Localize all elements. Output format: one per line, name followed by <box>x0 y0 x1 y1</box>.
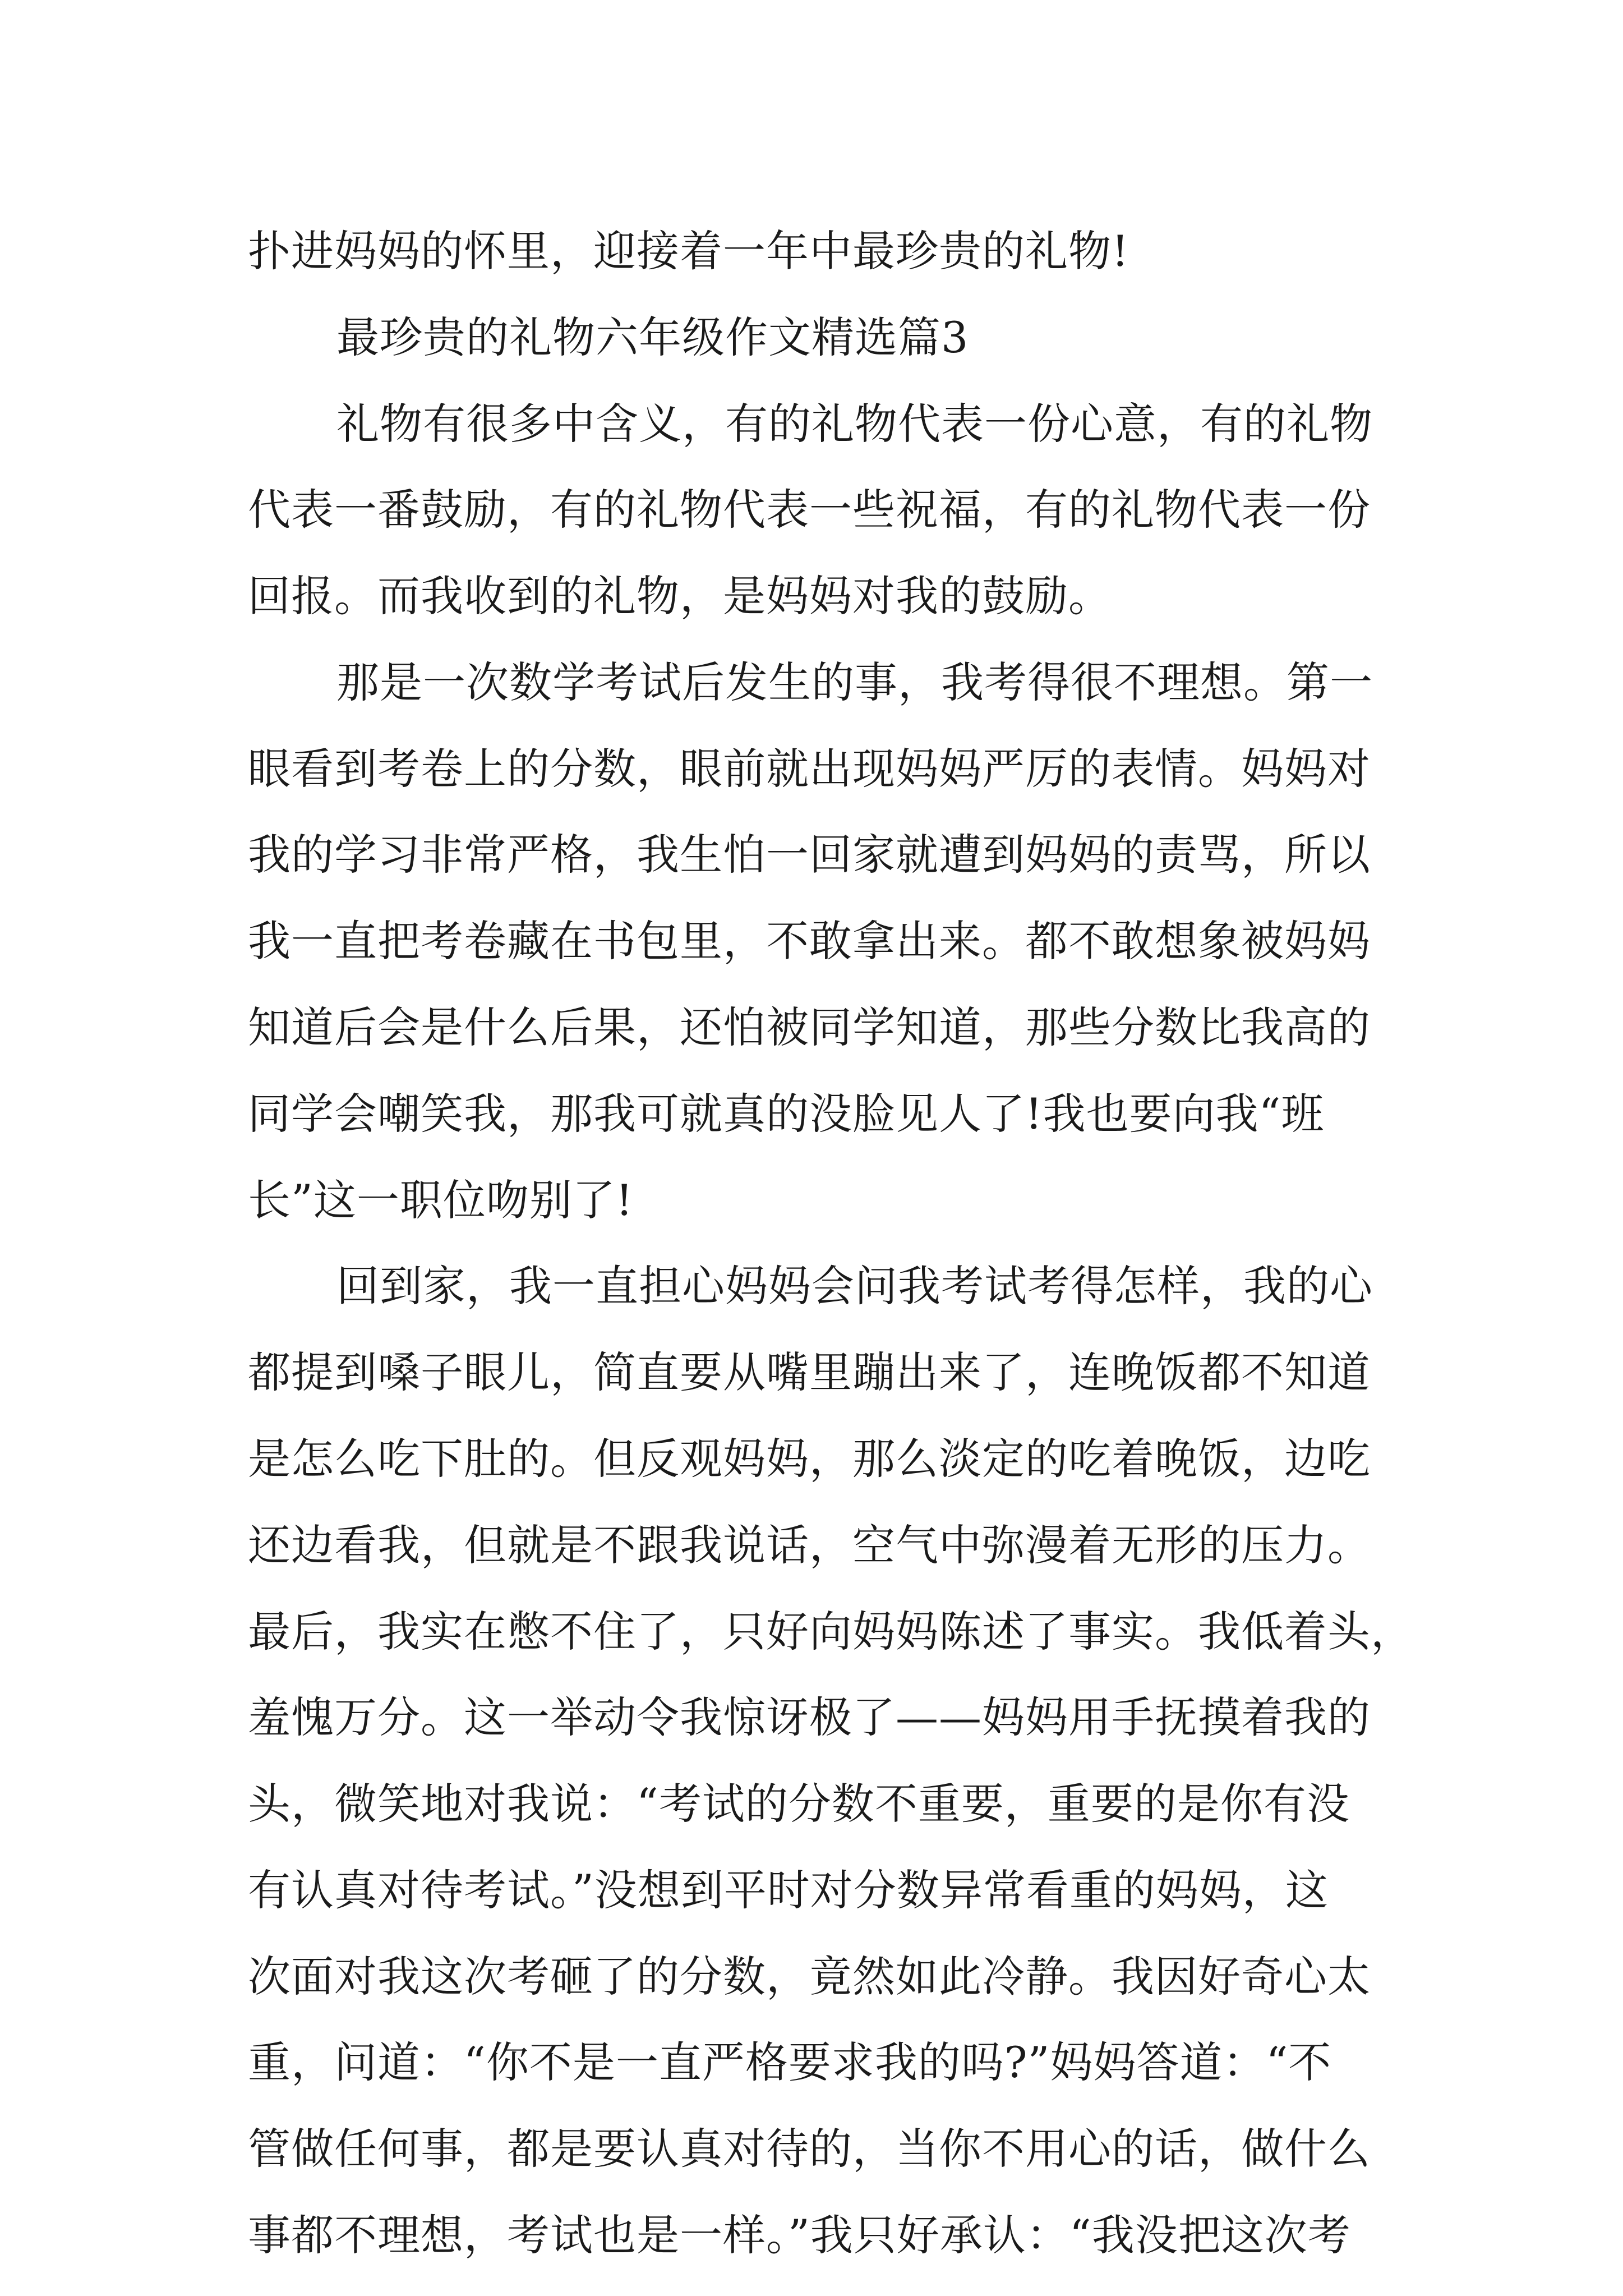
text-line: 管做任何事，都是要认真对待的，当你不用心的话，做什么 <box>248 2124 1371 2174</box>
text-line: 长”这一职位吻别了! <box>248 1175 634 1225</box>
text-line: 回报。而我收到的礼物，是妈妈对我的鼓励。 <box>248 571 1112 621</box>
text-line: 都提到嗓子眼儿，简直要从嘴里蹦出来了，连晚饭都不知道 <box>248 1347 1371 1397</box>
section-heading: 最珍贵的礼物六年级作文精选篇3 <box>336 312 969 362</box>
text-line: 我一直把考卷藏在书包里，不敢拿出来。都不敢想象被妈妈 <box>248 916 1371 966</box>
text-line: 还边看我，但就是不跟我说话，空气中弥漫着无形的压力。 <box>248 1520 1371 1570</box>
text-line: 有认真对待考试。”没想到平时对分数异常看重的妈妈，这 <box>248 1865 1329 1915</box>
text-line: 代表一番鼓励，有的礼物代表一些祝福，有的礼物代表一份 <box>248 485 1371 535</box>
text-line: 那是一次数学考试后发生的事，我考得很不理想。第一 <box>336 657 1373 707</box>
text-line: 重，问道：“你不是一直严格要求我的吗?”妈妈答道：“不 <box>248 2037 1332 2087</box>
text-line: 是怎么吃下肚的。但反观妈妈，那么淡定的吃着晚饭，边吃 <box>248 1434 1371 1484</box>
text-line: 礼物有很多中含义，有的礼物代表一份心意，有的礼物 <box>336 399 1373 449</box>
text-line: 知道后会是什么后果，还怕被同学知道，那些分数比我高的 <box>248 1002 1371 1052</box>
text-line: 次面对我这次考砸了的分数，竟然如此冷静。我因好奇心太 <box>248 1952 1371 2001</box>
text-line: 我的学习非常严格，我生怕一回家就遭到妈妈的责骂，所以 <box>248 830 1371 880</box>
text-line: 眼看到考卷上的分数，眼前就出现妈妈严厉的表情。妈妈对 <box>248 744 1371 794</box>
text-line: 回到家，我一直担心妈妈会问我考试考得怎样，我的心 <box>336 1261 1373 1311</box>
text-line: 事都不理想，考试也是一样。”我只好承认：“我没把这次考 <box>248 2210 1351 2260</box>
text-line: 头，微笑地对我说：“考试的分数不重要，重要的是你有没 <box>248 1779 1350 1829</box>
text-line: 扑进妈妈的怀里，迎接着一年中最珍贵的礼物! <box>248 226 1129 276</box>
text-line: 羞愧万分。这一举动令我惊讶极了——妈妈用手抚摸着我的 <box>248 1692 1371 1742</box>
text-line: 最后，我实在憋不住了，只好向妈妈陈述了事实。我低着头， <box>248 1607 1414 1657</box>
text-line: 同学会嘲笑我，那我可就真的没脸见人了!我也要向我“班 <box>248 1089 1325 1139</box>
